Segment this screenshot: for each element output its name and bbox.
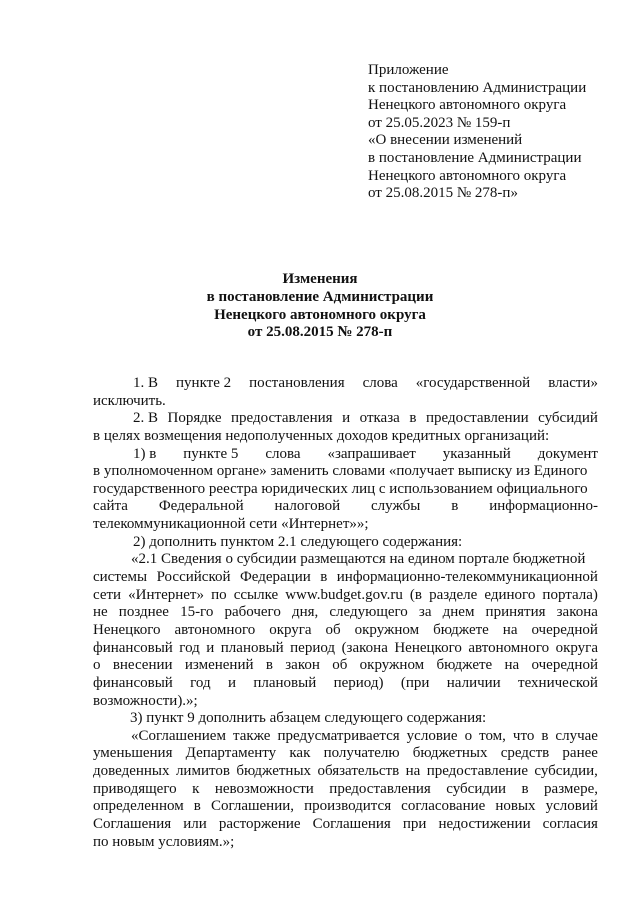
word: о xyxy=(464,727,473,744)
word: закона xyxy=(556,604,598,621)
word: Федеральной xyxy=(158,498,244,515)
word: плановый xyxy=(220,639,284,656)
word: условий xyxy=(545,798,598,815)
word: позднее xyxy=(118,604,169,621)
word: Соглашении, xyxy=(210,798,295,815)
title-line: Ненецкого автономного округа xyxy=(214,306,426,323)
word: невозможности xyxy=(214,780,314,797)
word: в xyxy=(409,410,417,427)
word: www.budget.gov.ru xyxy=(285,586,403,603)
word: Ненецкого xyxy=(93,621,161,638)
word: внесении xyxy=(112,657,173,674)
word: «государственной xyxy=(415,375,531,391)
word: уменьшения xyxy=(93,745,173,762)
word: за xyxy=(418,604,432,621)
paragraph-6-line-1: 3) пункт 9 дополнить абзацем следующего содержания: xyxy=(130,710,487,727)
word: 1. В xyxy=(133,375,159,391)
word: пункте 5 xyxy=(183,445,239,462)
paragraph-7-line-6 xyxy=(93,816,598,834)
word: в xyxy=(541,727,549,744)
word: следующего xyxy=(329,604,408,621)
word: (закона xyxy=(341,639,388,656)
word: «Интернет» xyxy=(128,586,204,603)
title-line: от 25.08.2015 № 278-п xyxy=(247,324,393,341)
word: днем xyxy=(442,604,475,621)
word: очередной xyxy=(531,657,598,674)
word: финансовый xyxy=(93,674,173,691)
word: (при xyxy=(400,674,430,691)
paragraph-5-line-1: «2.1 Сведения о субсидии размещаются на едином портале бюджетной xyxy=(131,551,586,568)
word: лимитов xyxy=(175,763,230,780)
paragraph-2-line-1 xyxy=(93,410,598,428)
paragraph-1-line-2: исключить. xyxy=(93,392,166,409)
word: (в xyxy=(409,586,422,603)
appendix-line: Ненецкого автономного округа xyxy=(368,97,567,114)
appendix-line: Ненецкого автономного округа xyxy=(368,167,567,184)
word: налоговой xyxy=(274,498,341,515)
word: размере, xyxy=(544,780,598,797)
word: «Соглашением xyxy=(131,727,226,744)
word: недостижении xyxy=(438,816,531,833)
word: получателю xyxy=(323,745,400,762)
word: «запрашивает xyxy=(327,445,416,462)
word: в xyxy=(521,780,529,797)
word: и xyxy=(342,410,351,427)
word: бюджете xyxy=(433,621,489,638)
word: на xyxy=(504,657,520,674)
paragraph-3-line-2: в уполномоченном органе» заменить словами «получает выписку из Единого xyxy=(93,463,588,480)
word: также xyxy=(232,727,271,744)
appendix-line: к постановлению Администрации xyxy=(368,79,587,96)
word: сети xyxy=(93,586,122,603)
paragraph-3-line-3: государственного реестра юридических лиц с использованием официального xyxy=(93,480,588,497)
word: к xyxy=(192,780,200,797)
word: 2. В xyxy=(133,410,159,427)
word: год xyxy=(190,674,211,691)
paragraph-7-line-4 xyxy=(93,781,598,799)
paragraph-5-line-8 xyxy=(93,675,598,693)
word: слова xyxy=(362,375,398,391)
word: в xyxy=(320,569,328,586)
document-title xyxy=(0,271,640,342)
word: как xyxy=(289,745,311,762)
word: предоставления xyxy=(231,410,333,427)
word: изменений xyxy=(184,657,254,674)
word: доведенных xyxy=(93,763,170,780)
word: ранее xyxy=(562,745,598,762)
word: случае xyxy=(555,727,598,744)
word: Порядке xyxy=(167,410,222,427)
word: на xyxy=(502,621,518,638)
word: закон xyxy=(285,657,320,674)
paragraph-7-line-7: по новым условиям.»; xyxy=(93,833,235,850)
word: Федерации xyxy=(239,569,311,586)
word: при xyxy=(402,816,427,833)
paragraph-5-line-7 xyxy=(93,657,598,675)
paragraph-5-line-9: возможности).»; xyxy=(93,692,198,709)
appendix-header xyxy=(368,62,618,203)
title-line: в постановление Администрации xyxy=(206,288,434,305)
word: 15-го xyxy=(180,604,214,621)
word: об xyxy=(325,621,341,638)
word: период) xyxy=(333,674,384,691)
word: бюджетных xyxy=(412,745,488,762)
word: обязательств xyxy=(317,763,400,780)
paragraph-3-line-4 xyxy=(93,498,598,516)
word: окружном xyxy=(359,657,425,674)
word: в xyxy=(193,798,201,815)
word: приводящего xyxy=(93,780,177,797)
word: очередной xyxy=(531,621,598,638)
word: округа xyxy=(555,639,598,656)
word: производится xyxy=(304,798,392,815)
paragraph-7-line-3 xyxy=(93,763,598,781)
document-body xyxy=(93,375,598,851)
word: службы xyxy=(371,498,421,515)
word: новых xyxy=(495,798,536,815)
paragraph-5-line-6 xyxy=(93,640,598,658)
appendix-line: в постановление Администрации xyxy=(368,149,582,166)
word: и xyxy=(227,674,237,691)
word: бюджете xyxy=(436,657,493,674)
paragraph-7-line-5 xyxy=(93,798,598,816)
word: окружном xyxy=(354,621,420,638)
word: плановый xyxy=(253,674,317,691)
word: Ненецкого xyxy=(394,639,462,656)
word: власти» xyxy=(548,375,598,391)
paragraph-2-line-2: в целях возмещения недополученных доходов кредитных организаций: xyxy=(93,427,550,444)
word: Соглашения xyxy=(93,816,172,833)
appendix-line: «О внесении изменений xyxy=(368,132,523,149)
word: об xyxy=(332,657,348,674)
word: системы xyxy=(93,569,148,586)
word: том, xyxy=(479,727,506,744)
word: сайта xyxy=(93,498,128,515)
word: определенном xyxy=(93,798,184,815)
paragraph-7-line-1 xyxy=(93,728,598,746)
word: документ xyxy=(537,445,598,462)
word: дня, xyxy=(291,604,319,621)
word: субсидий xyxy=(538,410,598,427)
word: согласование xyxy=(401,798,486,815)
word: что xyxy=(512,727,535,744)
paragraph-1-line-1 xyxy=(93,375,598,393)
word: информационно- xyxy=(489,498,598,515)
word: Соглашения xyxy=(312,816,391,833)
word: разделе xyxy=(429,586,478,603)
word: рабочего xyxy=(224,604,281,621)
word: условие xyxy=(406,727,458,744)
title-line: Изменения xyxy=(282,271,358,287)
word: Департаменту xyxy=(185,745,277,762)
paragraph-3-line-5: телекоммуникационной сети «Интернет»»; xyxy=(93,516,369,533)
word: в xyxy=(451,498,459,515)
word: отказа xyxy=(359,410,400,427)
paragraph-3-line-1 xyxy=(93,446,598,464)
paragraph-5-line-5 xyxy=(93,622,598,640)
word: предоставлении xyxy=(425,410,529,427)
word: округа xyxy=(269,621,312,638)
word: средств xyxy=(500,745,550,762)
paragraph-5-line-3 xyxy=(93,587,598,605)
word: предоставление xyxy=(426,763,528,780)
word: 1) в xyxy=(133,445,157,462)
word: предусматривается xyxy=(277,727,400,744)
word: Российской xyxy=(156,569,231,586)
word: период xyxy=(290,639,336,656)
word: слова xyxy=(265,445,301,462)
word: пункте 2 xyxy=(176,375,232,391)
paragraph-5-line-2 xyxy=(93,569,598,587)
word: технической xyxy=(518,674,598,691)
word: информационно-телекоммуникационной xyxy=(336,569,598,586)
word: постановления xyxy=(249,375,345,391)
word: и xyxy=(206,639,215,656)
word: наличии xyxy=(446,674,501,691)
word: указанный xyxy=(442,445,511,462)
word: финансовый xyxy=(93,639,173,656)
word: в xyxy=(265,657,273,674)
word: бюджетных xyxy=(236,763,312,780)
appendix-line: Приложение xyxy=(368,62,449,78)
word: согласия xyxy=(542,816,598,833)
word: ссылке xyxy=(233,586,279,603)
paragraph-7-line-2 xyxy=(93,745,598,763)
word: не xyxy=(93,604,108,621)
paragraph-5-line-4 xyxy=(93,604,598,622)
word: расторжение xyxy=(218,816,301,833)
word: автономного xyxy=(174,621,256,638)
word: год xyxy=(179,639,200,656)
word: автономного xyxy=(468,639,550,656)
word: единого xyxy=(484,586,536,603)
appendix-line: от 25.08.2015 № 278-п» xyxy=(368,185,518,202)
word: субсидии xyxy=(446,780,507,797)
word: субсидии, xyxy=(534,763,598,780)
word: портала) xyxy=(542,586,598,603)
word: принятия xyxy=(485,604,546,621)
word: по xyxy=(211,586,227,603)
word: о xyxy=(93,657,101,674)
paragraph-4-line-1: 2) дополнить пунктом 2.1 следующего содержания: xyxy=(133,533,463,550)
word: или xyxy=(183,816,207,833)
word: на xyxy=(405,763,421,780)
word: предоставления xyxy=(329,780,431,797)
appendix-line: от 25.05.2023 № 159-п xyxy=(368,114,511,131)
